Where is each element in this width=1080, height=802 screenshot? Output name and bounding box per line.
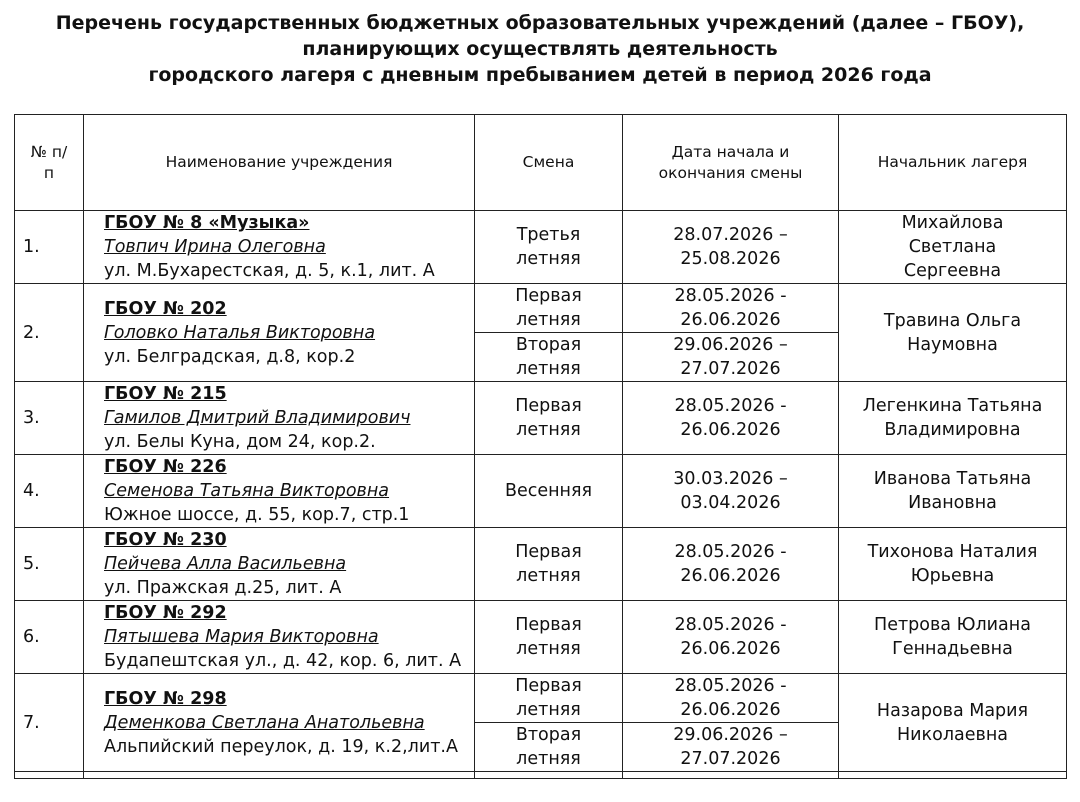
institution-cell	[84, 455, 475, 528]
header-shift: Смена	[475, 115, 623, 211]
camp-head-cell	[839, 284, 1067, 382]
school-address: ул. Пражская д.25, лит. А	[104, 578, 342, 598]
dates-cell	[623, 723, 839, 772]
empty-cell	[84, 772, 475, 779]
director-name: Пятышева Мария Викторовна	[104, 627, 379, 647]
shift-dates: 29.06.2026 – 27.07.2026	[673, 335, 788, 379]
shift-dates: 28.05.2026 - 26.06.2026	[674, 676, 787, 720]
shift-label: Вторая летняя	[515, 725, 582, 769]
shift-dates: 28.05.2026 - 26.06.2026	[674, 615, 787, 659]
dates-cell	[623, 284, 839, 333]
director-name: Пейчева Алла Васильевна	[104, 554, 347, 574]
shift-dates: 28.05.2026 - 26.06.2026	[674, 542, 787, 586]
director-name: Товпич Ирина Олеговна	[104, 237, 326, 257]
row-number: 7.	[15, 674, 84, 772]
shift-label: Первая летняя	[515, 615, 582, 659]
school-name: ГБОУ № 226	[104, 457, 227, 477]
camp-head-name: Михайлова Светлана Сергеевна	[901, 213, 1004, 281]
director-name: Семенова Татьяна Викторовна	[104, 481, 390, 501]
empty-cell	[15, 772, 84, 779]
shift-label: Первая летняя	[515, 676, 582, 720]
camp-head-name: Назарова Мария Николаевна	[876, 700, 1029, 745]
camp-head-cell	[839, 674, 1067, 772]
institution-cell	[84, 601, 475, 674]
table-row	[15, 528, 1067, 601]
camp-head-name: Иванова Татьяна Ивановна	[873, 469, 1032, 513]
row-number: 2.	[15, 284, 84, 382]
director-name: Гамилов Дмитрий Владимирович	[104, 408, 411, 428]
empty-cell	[623, 772, 839, 779]
shift-cell	[475, 382, 623, 455]
shift-dates: 30.03.2026 – 03.04.2026	[673, 469, 788, 513]
shift-cell	[475, 284, 623, 333]
school-address: ул. М.Бухарестская, д. 5, к.1, лит. А	[104, 261, 435, 281]
school-name: ГБОУ № 215	[104, 384, 227, 404]
shift-cell	[475, 211, 623, 284]
empty-cell	[839, 772, 1067, 779]
shift-dates: 28.07.2026 – 25.08.2026	[673, 225, 788, 269]
title-line-3: городского лагеря с дневным пребыванием детей в период 2026 года	[148, 64, 932, 86]
school-address: ул. Белы Куна, дом 24, кор.2.	[104, 432, 376, 452]
row-number: 1.	[15, 211, 84, 284]
school-address: Будапештская ул., д. 42, кор. 6, лит. А	[104, 651, 462, 671]
row-number: 6.	[15, 601, 84, 674]
shift-label: Первая летняя	[515, 396, 582, 440]
table-header-row	[15, 115, 1067, 211]
shift-label: Первая летняя	[515, 542, 582, 586]
table-row	[15, 382, 1067, 455]
institution-cell	[84, 528, 475, 601]
dates-cell	[623, 382, 839, 455]
shift-label: Весенняя	[504, 481, 593, 501]
header-head: Начальник лагеря	[839, 115, 1067, 211]
institution-cell	[84, 211, 475, 284]
header-num: № п/п	[15, 115, 84, 211]
school-address: Южное шоссе, д. 55, кор.7, стр.1	[104, 505, 410, 525]
table-row	[15, 211, 1067, 284]
camp-head-cell	[839, 382, 1067, 455]
empty-cell	[475, 772, 623, 779]
camp-head-name: Легенкина Татьяна Владимировна	[862, 396, 1043, 440]
shift-cell	[475, 723, 623, 772]
document-title	[0, 10, 1080, 88]
shift-label: Вторая летняя	[515, 335, 582, 379]
school-name: ГБОУ № 230	[104, 530, 227, 550]
header-dates: Дата начала и окончания смены	[623, 115, 839, 211]
table-row	[15, 674, 1067, 723]
dates-cell	[623, 674, 839, 723]
shift-dates: 28.05.2026 - 26.06.2026	[674, 396, 787, 440]
row-number: 3.	[15, 382, 84, 455]
title-line-2: планирующих осуществлять деятельность	[302, 38, 778, 60]
school-name: ГБОУ № 298	[104, 688, 227, 709]
table-row	[15, 284, 1067, 333]
camps-table	[14, 114, 1067, 779]
school-address: ул. Белградская, д.8, кор.2	[104, 346, 356, 367]
shift-cell	[475, 601, 623, 674]
institution-cell	[84, 284, 475, 382]
school-name: ГБОУ № 292	[104, 603, 227, 623]
title-line-1: Перечень государственных бюджетных образовательных учреждений (далее – ГБОУ),	[55, 12, 1025, 34]
camp-head-cell	[839, 601, 1067, 674]
header-name: Наименование учреждения	[84, 115, 475, 211]
shift-cell	[475, 528, 623, 601]
dates-cell	[623, 333, 839, 382]
shift-label: Первая летняя	[515, 286, 582, 330]
shift-label: Третья летняя	[516, 225, 581, 269]
shift-cell	[475, 674, 623, 723]
director-name: Деменкова Светлана Анатольевна	[104, 712, 425, 733]
dates-cell	[623, 211, 839, 284]
dates-cell	[623, 455, 839, 528]
institution-cell	[84, 674, 475, 772]
camp-head-name: Травина Ольга Наумовна	[883, 310, 1022, 355]
school-name: ГБОУ № 202	[104, 298, 227, 319]
institution-cell	[84, 382, 475, 455]
table-row-partial	[15, 772, 1067, 779]
row-number: 4.	[15, 455, 84, 528]
row-number: 5.	[15, 528, 84, 601]
school-name: ГБОУ № 8 «Музыка»	[104, 213, 310, 233]
shift-cell	[475, 455, 623, 528]
shift-dates: 29.06.2026 – 27.07.2026	[673, 725, 788, 769]
table-row	[15, 455, 1067, 528]
table-row	[15, 601, 1067, 674]
camp-head-name: Петрова Юлиана Геннадьевна	[874, 615, 1031, 659]
director-name: Головко Наталья Викторовна	[104, 322, 376, 343]
shift-cell	[475, 333, 623, 382]
camp-head-name: Тихонова Наталия Юрьевна	[867, 542, 1038, 586]
camp-head-cell	[839, 455, 1067, 528]
camp-head-cell	[839, 528, 1067, 601]
school-address: Альпийский переулок, д. 19, к.2,лит.А	[104, 736, 458, 757]
dates-cell	[623, 528, 839, 601]
dates-cell	[623, 601, 839, 674]
camp-head-cell	[839, 211, 1067, 284]
shift-dates: 28.05.2026 - 26.06.2026	[674, 286, 787, 330]
